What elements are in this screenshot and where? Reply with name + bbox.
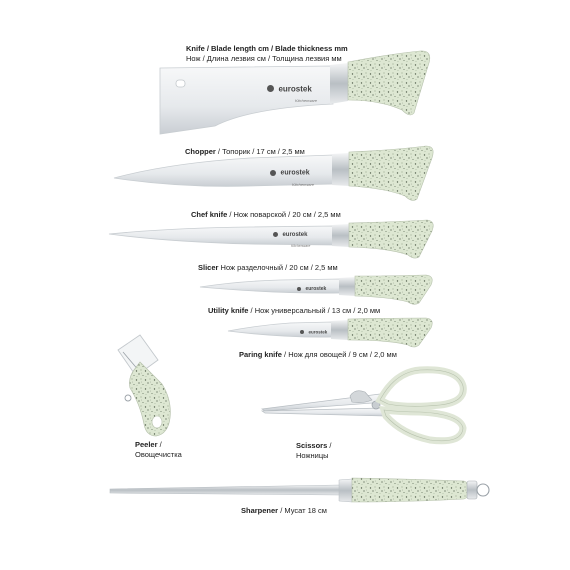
brand-logo-chopper (267, 80, 317, 103)
caption-chef: Chef knife / Нож поварской / 20 см / 2,5 мм (191, 210, 341, 219)
header-title-ru: Нож / Длина лезвия см / Толщина лезвия мм (186, 54, 342, 63)
caption-utility: Utility knife / Нож универсальный / 13 см / 2,0 мм (208, 306, 381, 315)
logo-mark-icon (267, 85, 274, 92)
logo-text: eurostek (278, 84, 312, 94)
logo-tagline: Kitchenware (291, 244, 311, 248)
brand-logo-chef (270, 164, 314, 187)
peeler (118, 335, 170, 436)
logo-text: eurostek (280, 169, 310, 177)
logo-text: eurostek (305, 285, 327, 292)
logo-mark-icon (273, 232, 278, 237)
scissors (262, 370, 463, 441)
header-title-en: Knife / Blade length cm / Blade thickness mm (186, 44, 348, 53)
brand-logo-slicer (273, 226, 310, 248)
slicer-knife (109, 220, 433, 258)
caption-paring: Paring knife / Нож для овощей / 9 см / 2,0 мм (239, 350, 397, 359)
caption-peeler: Peeler / Овощечистка (135, 440, 182, 459)
sharpener (110, 478, 489, 502)
logo-tagline: Kitchenware (295, 98, 318, 103)
logo-tagline: Kitchenware (292, 182, 315, 187)
chopper-hole (176, 80, 185, 87)
logo-mark-icon (297, 287, 301, 291)
logo-text: eurostek (282, 231, 308, 238)
caption-slicer: Slicer Нож разделочный / 20 см / 2,5 мм (198, 263, 338, 272)
logo-mark-icon (270, 170, 276, 176)
caption-chopper: Chopper / Топорик / 17 см / 2,5 мм (185, 147, 305, 156)
brand-logo-utility (297, 280, 326, 298)
caption-sharpener: Sharpener / Мусат 18 см (241, 506, 327, 515)
caption-scissors: Scissors / Ножницы (296, 441, 332, 460)
paring-knife (228, 318, 432, 347)
logo-text: eurostek (308, 329, 328, 335)
brand-logo-paring (300, 323, 327, 341)
logo-mark-icon (300, 330, 304, 334)
